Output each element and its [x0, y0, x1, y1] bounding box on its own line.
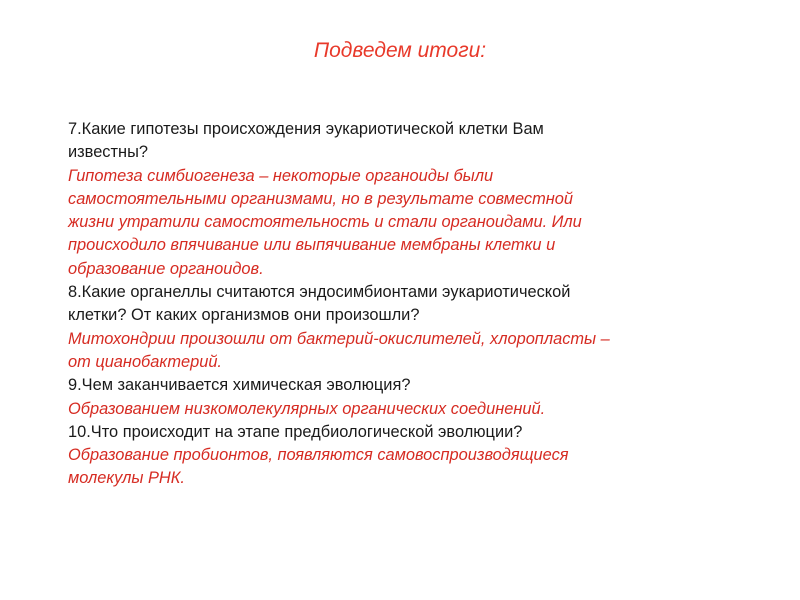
answer-line: образование органоидов. — [68, 259, 264, 278]
question-line: известны? — [68, 143, 148, 162]
question-line: 7.Какие гипотезы происхождения эукариотической клетки Вам — [68, 120, 544, 138]
slide-title: Подведем итоги: — [313, 39, 487, 62]
answer-line: самостоятельными организмами, но в результате совместной — [68, 189, 574, 208]
answer-line: жизни утратили самостоятельность и стали органоидами. Или — [68, 213, 582, 232]
answer-line: происходило впячивание или выпячивание мембраны клетки и — [68, 236, 556, 255]
question-line: клетки? От каких организмов они произошли? — [68, 306, 420, 325]
answer-line: Митохондрии произошли от бактерий-окислителей, хлоропласты – — [68, 329, 610, 348]
answer-line: Образованием низкомолекулярных органических соединений. — [68, 399, 546, 418]
question-line: 9.Чем заканчивается химическая эволюция? — [68, 376, 411, 395]
slide-content — [68, 118, 748, 491]
answer-line: Образование пробионтов, появляются самовоспроизводящиеся — [68, 446, 569, 465]
answer-line: Гипотеза симбиогенеза – некоторые органоиды были — [68, 166, 494, 185]
answer-line: молекулы РНК. — [68, 469, 185, 488]
answer-line: от цианобактерий. — [68, 352, 222, 371]
question-line: 8.Какие органеллы считаются эндосимбионтами эукариотической — [68, 283, 571, 302]
question-line: 10.Что происходит на этапе предбиологической эволюции? — [68, 422, 523, 441]
